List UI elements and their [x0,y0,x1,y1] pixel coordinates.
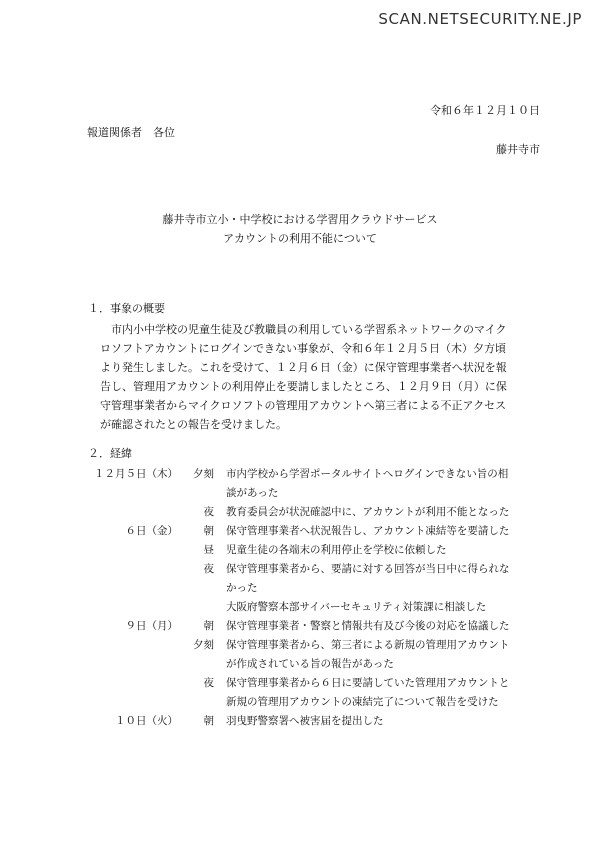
timeline-row [86,712,526,731]
recipients: 報道関係者 各位 [87,126,175,139]
event-text: 大阪府警察本部サイバーセキュリティ対策課に相談した [226,601,487,613]
timeline-row [86,674,526,712]
event-text: 保守管理事業者から、第三者による新規の管理用アカウントが作成されている旨の報告があった [226,639,510,670]
issuer: 藤井寺市 [496,143,540,156]
event-date: ９日（月） [125,620,178,632]
event-date: ６日（金） [125,525,178,537]
event-text: 保守管理事業者へ状況報告し、アカウント凍結等を要請した [226,525,510,537]
event-date: １０日（火） [115,715,178,727]
timeline-row [86,522,526,541]
event-time: 朝 [203,525,214,537]
event-date [86,636,178,674]
event-time [178,598,214,617]
event-time: 夜 [203,677,214,689]
timeline-row [86,503,526,522]
event-text: 教育委員会が状況確認中に、アカウントが利用不能となった [226,506,510,518]
event-time: 夕刻 [193,468,214,480]
event-time: 夜 [203,506,214,518]
event-date: １２月５日（木） [94,468,178,480]
event-text: 児童生徒の各端末の利用停止を学校に依頼した [226,544,447,556]
timeline-row [86,465,526,503]
document-date: 令和６年１２月１０日 [430,104,540,117]
event-text: 保守管理事業者から６日に要請していた管理用アカウントと新規の管理用アカウントの凍結完了について報告を受けた [226,677,510,708]
event-time: 朝 [203,620,214,632]
event-date [86,674,178,712]
section-1-heading: １．事象の概要 [88,302,165,315]
event-text: 市内学校から学習ポータルサイトへログインできない旨の相談があった [226,468,509,499]
section-1-body: 市内小中学校の児童生徒及び教職員の利用している学習系ネットワークのマイクロソフトアカウントにログインできない事象が、令和６年１２月５日（木）夕方頃より発生しました。これを受けて、１２月６日（金）に保守管理事業者へ状況を報告し、管理用アカウントの利用停止を要請しましたところ、１２月９日（月）に保守管理事業者からマイクロソフトの管理用アカウントへ第三者による不正アクセスが確認されたとの報告を受けました。 [100,323,507,431]
event-date [86,598,178,617]
event-date [86,503,178,522]
event-text: 保守管理事業者から、要請に対する回答が当日中に得られなかった [226,563,510,594]
event-text: 羽曳野警察署へ被害届を提出した [226,715,384,727]
event-time: 昼 [203,544,214,556]
event-time: 夕刻 [193,639,214,651]
document-title [0,210,600,248]
section-2-heading: ２．経緯 [88,447,132,460]
event-text: 保守管理事業者・警察と情報共有及び今後の対応を協議した [226,620,510,632]
watermark: SCAN.NETSECURITY.NE.JP [378,10,582,28]
timeline [86,465,526,731]
event-date [86,541,178,560]
event-time: 朝 [203,715,214,727]
timeline-row [86,636,526,674]
timeline-row [86,598,526,617]
event-date [86,560,178,598]
event-time: 夜 [203,563,214,575]
title-line-1: 藤井寺市立小・中学校における学習用クラウドサービス [162,213,438,226]
timeline-row [86,541,526,560]
title-line-2: アカウントの利用不能について [223,232,377,245]
timeline-row [86,617,526,636]
timeline-row [86,560,526,598]
